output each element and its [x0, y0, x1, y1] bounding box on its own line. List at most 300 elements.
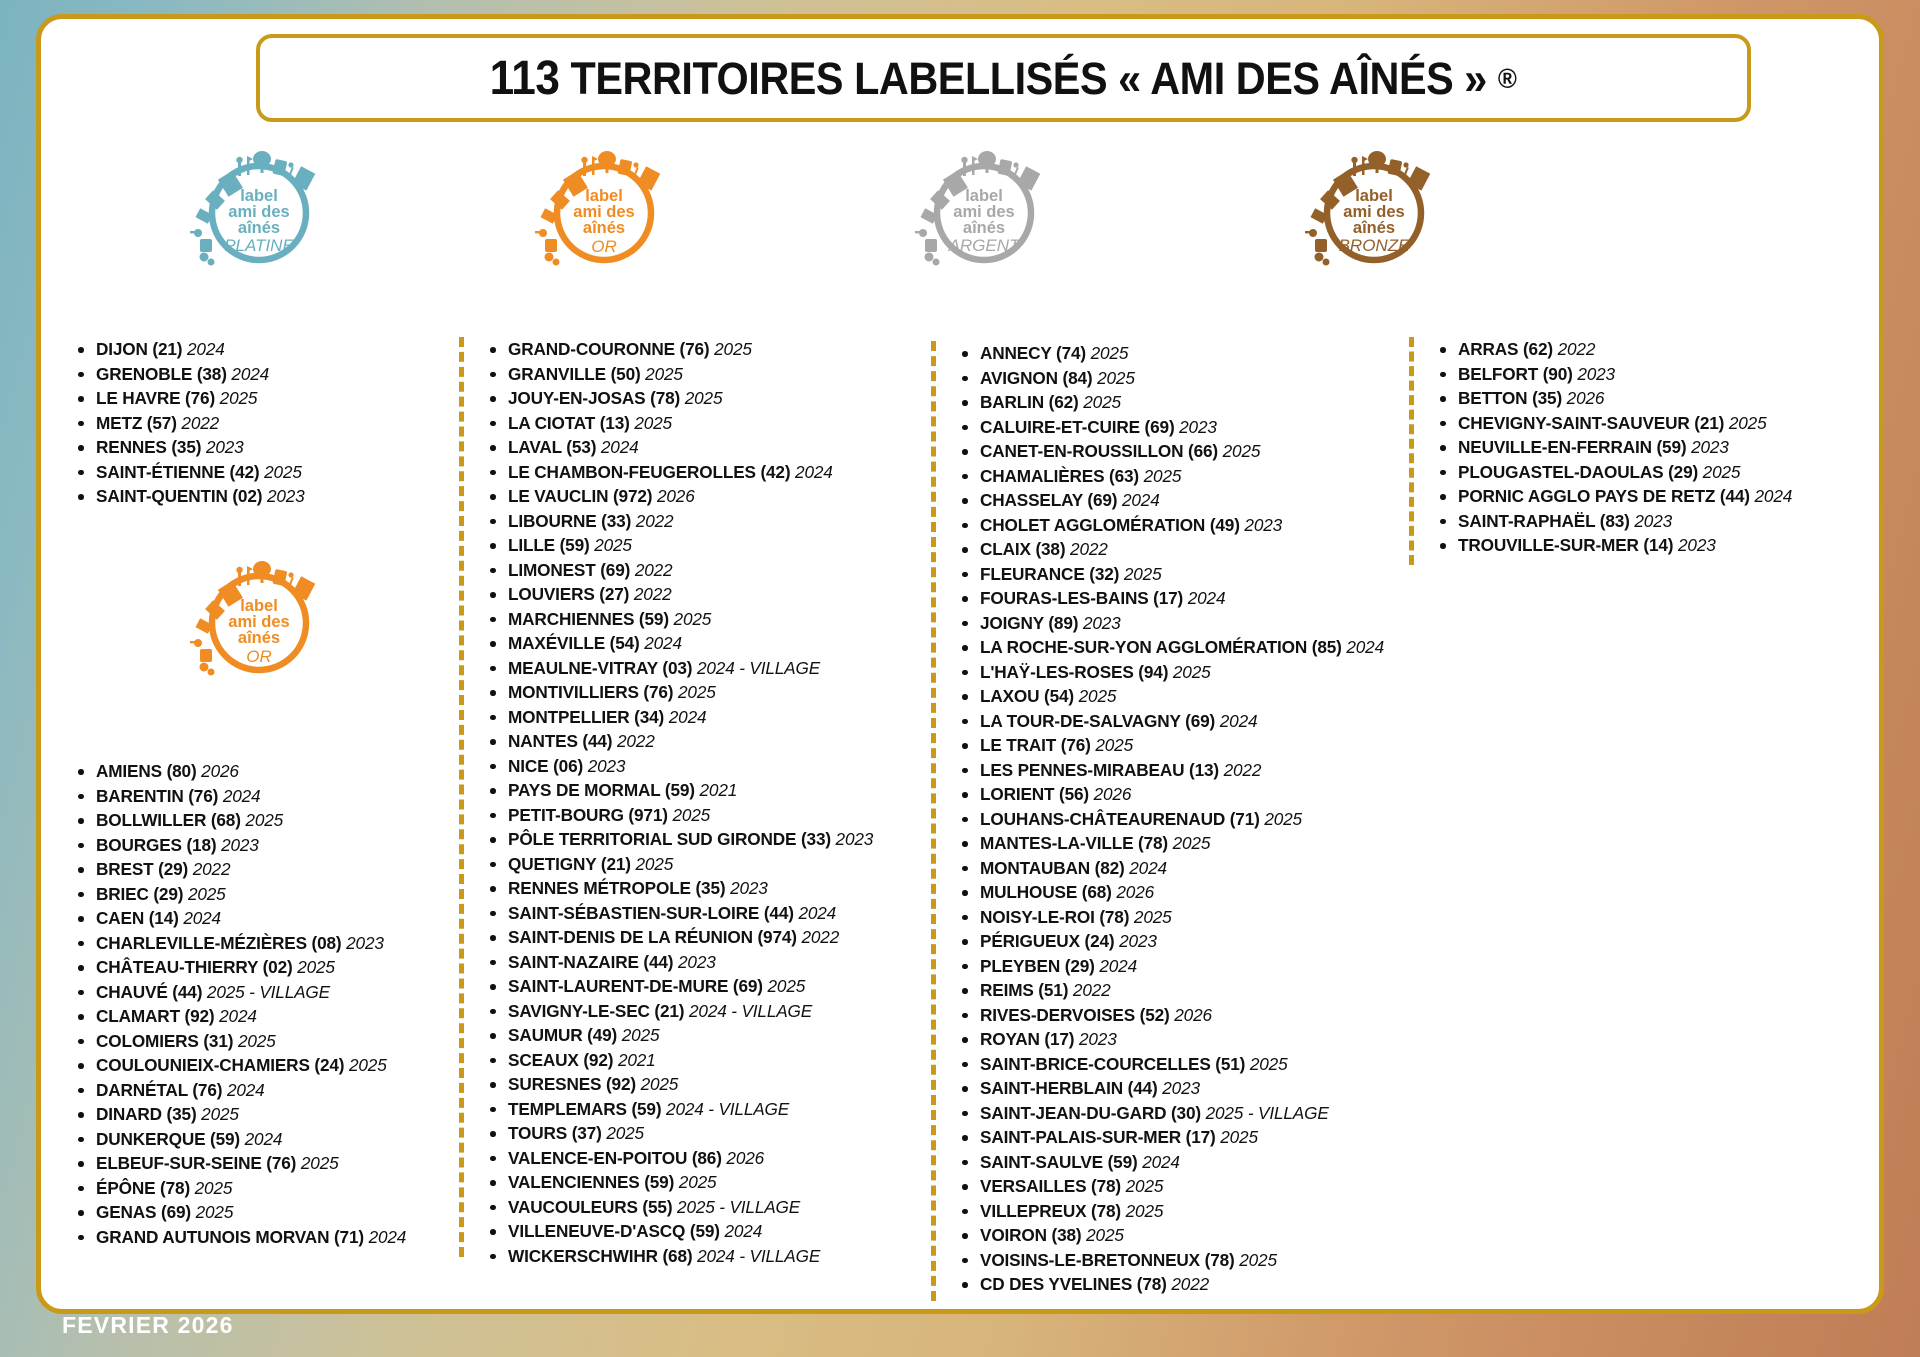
- territory-name: VILLENEUVE-D'ASCQ (59): [508, 1221, 720, 1241]
- territory-name: SAINT-JEAN-DU-GARD (30): [980, 1102, 1201, 1123]
- list-item: [481, 901, 939, 926]
- territory-name: MAXÉVILLE (54): [508, 633, 640, 653]
- territory-name: CALUIRE-ET-CUIRE (69): [980, 416, 1175, 437]
- territory-year: 2024: [596, 437, 639, 457]
- list-item: [481, 607, 939, 632]
- list-item: [953, 1076, 1421, 1101]
- list-item: [1431, 533, 1849, 558]
- territory-name: LILLE (59): [508, 535, 590, 555]
- territory-year: 2025: [635, 1074, 679, 1094]
- list-item: [481, 680, 939, 705]
- list-item: [69, 784, 414, 809]
- territory-name: BOLLWILLER (68): [96, 810, 241, 830]
- territory-year: 2025: [1215, 1127, 1258, 1147]
- list-argent: [931, 341, 1421, 1297]
- territory-name: AMIENS (80): [96, 761, 197, 781]
- territory-name: CHOLET AGGLOMÉRATION (49): [980, 514, 1240, 535]
- territory-year: 2025: [1092, 367, 1135, 388]
- svg-text:label: label: [1355, 187, 1393, 205]
- list-bronze: [1409, 337, 1849, 558]
- territory-name: SAINT-LAURENT-DE-MURE (69): [508, 976, 763, 996]
- territory-year: 2025 - VILLAGE: [672, 1196, 801, 1217]
- territory-year: 2025: [1121, 1176, 1164, 1196]
- list-item: [953, 1199, 1421, 1224]
- list-item: [69, 386, 409, 411]
- list-item: [953, 439, 1421, 464]
- territory-name: SAINT-DENIS DE LA RÉUNION (974): [508, 927, 797, 947]
- list-item: [69, 1053, 414, 1078]
- territory-name: CAEN (14): [96, 908, 179, 928]
- territory-year: 2025: [1139, 465, 1182, 486]
- territory-name: LE CHAMBON-FEUGEROLLES (42): [508, 461, 791, 482]
- territory-name: MULHOUSE (68): [980, 882, 1112, 902]
- list-item: [481, 411, 939, 436]
- territory-name: SAUMUR (49): [508, 1025, 618, 1045]
- territory-year: 2023: [673, 951, 716, 972]
- list-item: [481, 778, 939, 803]
- territory-year: 2021: [694, 780, 738, 800]
- territory-year: 2024: [363, 1226, 407, 1247]
- territory-name: L'HAŸ-LES-ROSES (94): [980, 661, 1169, 682]
- column-argent: [931, 341, 1421, 1297]
- list-item: [69, 833, 414, 858]
- list-item: [69, 931, 414, 956]
- list-item: [69, 1225, 414, 1250]
- list-item: [953, 856, 1421, 881]
- territory-name: CHAUVÉ (44): [96, 981, 203, 1002]
- territory-year: 2026: [652, 486, 695, 506]
- territory-year: 2025: [296, 1153, 339, 1173]
- title-rest: TERRITOIRES LABELLISÉS « AMI DES AÎNÉS »: [559, 52, 1488, 104]
- territory-name: NEUVILLE-EN-FERRAIN (59): [1458, 437, 1687, 457]
- territory-year: 2022: [631, 510, 674, 531]
- territory-name: QUETIGNY (21): [508, 853, 631, 874]
- badge-argent: [909, 147, 1059, 279]
- list-item: [69, 362, 409, 387]
- territory-year: 2025: [1081, 1225, 1124, 1245]
- territory-year: 2025: [709, 339, 752, 359]
- territory-name: PÔLE TERRITORIAL SUD GIRONDE (33): [508, 829, 831, 849]
- territory-name: PLOUGASTEL-DAOULAS (29): [1458, 461, 1699, 482]
- territory-name: BRIEC (29): [96, 883, 184, 904]
- list-item: [481, 386, 939, 411]
- list-item: [69, 1127, 414, 1152]
- list-item: [1431, 460, 1849, 485]
- territory-year: 2024: [1341, 637, 1384, 657]
- territory-name: CHÂTEAU-THIERRY (02): [96, 957, 293, 977]
- territory-year: 2024: [1137, 1151, 1180, 1172]
- list-item: [953, 758, 1421, 783]
- territory-name: SAINT-RAPHAËL (83): [1458, 510, 1630, 531]
- territory-year: 2025 - VILLAGE: [1200, 1102, 1329, 1123]
- svg-text:label: label: [240, 187, 278, 205]
- territory-year: 2025: [183, 883, 226, 904]
- territory-year: 2024 - VILLAGE: [684, 1000, 813, 1021]
- territory-name: CD DES YVELINES (78): [980, 1274, 1167, 1294]
- territory-year: 2025: [1078, 392, 1121, 412]
- territory-year: 2025: [1259, 808, 1302, 829]
- territory-name: LORIENT (56): [980, 784, 1089, 804]
- territory-name: LAXOU (54): [980, 686, 1074, 706]
- svg-text:aînés: aînés: [237, 629, 281, 647]
- territory-name: SURESNES (92): [508, 1074, 636, 1094]
- territory-name: GENAS (69): [96, 1202, 191, 1222]
- list-item: [953, 733, 1421, 758]
- territory-name: NOISY-LE-ROI (78): [980, 906, 1130, 927]
- svg-text:ARGENT: ARGENT: [948, 236, 1020, 255]
- column-or-main: [459, 337, 939, 1268]
- territory-year: 2025: [667, 804, 711, 825]
- territory-year: 2025: [617, 1025, 660, 1045]
- list-item: [953, 1272, 1421, 1297]
- territory-year: 2023: [201, 437, 244, 457]
- list-item: [69, 1200, 414, 1225]
- list-item: [953, 1125, 1421, 1150]
- list-item: [953, 586, 1421, 611]
- list-item: [481, 705, 939, 730]
- territory-year: 2024: [240, 1128, 283, 1149]
- svg-text:OR: OR: [246, 647, 272, 666]
- territory-name: LOUVIERS (27): [508, 584, 630, 604]
- territory-name: BARLIN (62): [980, 392, 1079, 412]
- territory-name: CHARLEVILLE-MÉZIÈRES (08): [96, 932, 342, 953]
- list-item: [1431, 386, 1849, 411]
- territory-year: 2023: [216, 834, 259, 855]
- column-platine: [69, 337, 409, 509]
- territory-year: 2025: [762, 976, 806, 996]
- territory-year: 2023: [1157, 1078, 1200, 1098]
- territory-year: 2022: [1068, 980, 1111, 1000]
- territory-name: MONTPELLIER (34): [508, 706, 665, 727]
- divider-or-main: [459, 337, 464, 1257]
- list-item: [69, 955, 414, 980]
- territory-name: BELFORT (90): [1458, 363, 1573, 384]
- list-item: [953, 1174, 1421, 1199]
- territory-name: RENNES (35): [96, 437, 202, 457]
- territory-year: 2025: [680, 388, 723, 408]
- territory-year: 2024: [793, 902, 837, 923]
- territory-name: REIMS (51): [980, 980, 1069, 1000]
- svg-text:ami des: ami des: [573, 203, 635, 221]
- svg-text:aînés: aînés: [237, 219, 281, 237]
- list-item: [69, 759, 414, 784]
- svg-text:aînés: aînés: [1352, 219, 1396, 237]
- list-item: [481, 974, 939, 999]
- divider-bronze: [1409, 337, 1414, 565]
- territory-year: 2025: [240, 810, 284, 830]
- svg-text:aînés: aînés: [582, 219, 626, 237]
- svg-text:label: label: [240, 597, 278, 615]
- territory-name: CANET-EN-ROUSSILLON (66): [980, 441, 1218, 461]
- territory-name: PÉRIGUEUX (24): [980, 931, 1115, 951]
- territory-year: 2026: [1169, 1004, 1212, 1025]
- list-item: [953, 635, 1421, 660]
- list-item: [953, 807, 1421, 832]
- list-or-main: [459, 337, 939, 1268]
- territory-name: LES PENNES-MIRABEAU (13): [980, 759, 1219, 780]
- territory-name: CHAMALIÈRES (63): [980, 465, 1139, 486]
- territory-year: 2024: [664, 706, 707, 727]
- territory-year: 2022: [796, 927, 840, 947]
- territory-name: CLAMART (92): [96, 1006, 215, 1026]
- list-item: [953, 537, 1421, 562]
- territory-year: 2025: [589, 535, 632, 555]
- territory-name: MONTAUBAN (82): [980, 857, 1125, 878]
- territory-year: 2021: [613, 1049, 656, 1070]
- territory-year: 2026: [1111, 882, 1155, 902]
- list-item: [1431, 411, 1849, 436]
- list-item: [481, 852, 939, 877]
- list-item: [1431, 362, 1849, 387]
- territory-name: CLAIX (38): [980, 539, 1066, 559]
- list-item: [953, 880, 1421, 905]
- territory-name: MARCHIENNES (59): [508, 608, 669, 629]
- list-item: [953, 1223, 1421, 1248]
- territory-name: ROYAN (17): [980, 1029, 1075, 1049]
- territory-name: LA TOUR-DE-SALVAGNY (69): [980, 710, 1216, 731]
- svg-text:BRONZE: BRONZE: [1338, 236, 1410, 255]
- territory-name: BREST (29): [96, 859, 189, 879]
- list-item: [481, 1170, 939, 1195]
- list-item: [1431, 435, 1849, 460]
- territory-year: 2025: [629, 412, 672, 433]
- territory-year: 2023: [1174, 416, 1217, 437]
- list-item: [69, 857, 414, 882]
- territory-name: MANTES-LA-VILLE (78): [980, 833, 1168, 853]
- list-item: [69, 1176, 414, 1201]
- territory-name: NANTES (44): [508, 731, 613, 751]
- svg-text:ami des: ami des: [953, 203, 1015, 221]
- territory-year: 2024: [218, 785, 261, 806]
- territory-year: 2022: [630, 559, 673, 580]
- territory-year: 2024 - VILLAGE: [692, 1245, 821, 1266]
- list-item: [953, 513, 1421, 538]
- territory-name: LIBOURNE (33): [508, 510, 632, 531]
- territory-year: 2026: [196, 761, 239, 781]
- list-item: [953, 488, 1421, 513]
- list-item: [69, 1078, 414, 1103]
- list-item: [69, 484, 409, 509]
- territory-year: 2025: [190, 1177, 233, 1198]
- territory-year: 2023: [1239, 514, 1283, 535]
- list-item: [69, 435, 409, 460]
- territory-name: CHASSELAY (69): [980, 490, 1118, 510]
- territory-name: TEMPLEMARS (59): [508, 1098, 662, 1119]
- page-title: [490, 51, 1517, 106]
- territory-name: SAINT-HERBLAIN (44): [980, 1078, 1158, 1098]
- territory-name: AVIGNON (84): [980, 367, 1093, 388]
- svg-text:aînés: aînés: [962, 219, 1006, 237]
- list-item: [953, 1150, 1421, 1175]
- territory-name: COLOMIERS (31): [96, 1030, 234, 1051]
- list-item: [1431, 484, 1849, 509]
- territory-year: 2023: [341, 932, 384, 953]
- territory-name: MONTIVILLIERS (76): [508, 682, 674, 702]
- list-item: [953, 905, 1421, 930]
- main-card: [36, 14, 1884, 1314]
- territory-year: 2024 - VILLAGE: [692, 657, 821, 678]
- territory-year: 2025: [259, 461, 302, 482]
- territory-year: 2025: [1218, 441, 1261, 461]
- list-item: [481, 999, 939, 1024]
- list-item: [953, 1101, 1421, 1126]
- territory-year: 2025: [1129, 906, 1172, 927]
- territory-name: LE HAVRE (76): [96, 388, 216, 408]
- territory-year: 2024: [1124, 857, 1167, 878]
- badge-or-left: [184, 557, 334, 689]
- territory-year: 2022: [188, 859, 231, 879]
- territory-name: COULOUNIEIX-CHAMIERS (24): [96, 1055, 345, 1075]
- list-item: [953, 1027, 1421, 1052]
- territory-name: RIVES-DERVOISES (52): [980, 1004, 1170, 1025]
- territory-name: JOUY-EN-JOSAS (78): [508, 388, 681, 408]
- list-item: [69, 460, 409, 485]
- territory-year: 2025: [630, 853, 674, 874]
- territory-name: SAVIGNY-LE-SEC (21): [508, 1000, 685, 1021]
- territory-name: PLEYBEN (29): [980, 955, 1095, 976]
- territory-name: PAYS DE MORMAL (59): [508, 780, 695, 800]
- territory-year: 2024: [639, 633, 682, 653]
- svg-text:ami des: ami des: [228, 203, 290, 221]
- territory-name: DUNKERQUE (59): [96, 1128, 241, 1149]
- territory-name: NICE (06): [508, 755, 584, 776]
- territory-year: 2025: [674, 1172, 717, 1192]
- territory-name: SAINT-SAULVE (59): [980, 1151, 1138, 1172]
- list-item: [481, 509, 939, 534]
- list-item: [953, 782, 1421, 807]
- list-item: [69, 1151, 414, 1176]
- territory-name: LE TRAIT (76): [980, 735, 1091, 755]
- territory-year: 2025: [1724, 412, 1767, 433]
- list-item: [953, 1003, 1421, 1028]
- list-item: [953, 684, 1421, 709]
- badge-argent-graphic: [909, 147, 1059, 279]
- territory-name: GRANVILLE (50): [508, 363, 641, 384]
- territory-year: 2025: [1121, 1200, 1164, 1221]
- territory-year: 2026: [1562, 388, 1605, 408]
- territory-year: 2026: [1088, 784, 1132, 804]
- territory-year: 2025: [215, 388, 258, 408]
- list-item: [953, 611, 1421, 636]
- list-item: [953, 1248, 1421, 1273]
- list-item: [481, 925, 939, 950]
- territory-year: 2022: [612, 731, 655, 751]
- territory-year: 2022: [1166, 1274, 1210, 1294]
- list-item: [481, 1097, 939, 1122]
- territory-year: 2025: [233, 1030, 276, 1051]
- list-item: [953, 415, 1421, 440]
- territory-year: 2023: [830, 829, 874, 849]
- territory-count: 113: [490, 51, 560, 105]
- territory-year: 2025: [640, 363, 683, 384]
- territory-year: 2025: [344, 1055, 387, 1075]
- territory-name: FOURAS-LES-BAINS (17): [980, 588, 1184, 608]
- territory-year: 2023: [1114, 931, 1157, 951]
- territory-name: SAINT-SÉBASTIEN-SUR-LOIRE (44): [508, 902, 794, 923]
- list-item: [481, 435, 939, 460]
- territory-year: 2025: [1698, 461, 1741, 482]
- list-item: [953, 929, 1421, 954]
- territory-name: METZ (57): [96, 412, 177, 433]
- list-item: [481, 1244, 939, 1269]
- territory-year: 2025: [1245, 1053, 1288, 1074]
- territory-name: DIJON (21): [96, 339, 183, 359]
- list-item: [481, 876, 939, 901]
- list-item: [481, 582, 939, 607]
- territory-year: 2025: [1090, 735, 1133, 755]
- footer-date: FEVRIER 2026: [62, 1312, 234, 1338]
- list-item: [481, 950, 939, 975]
- territory-year: 2022: [176, 412, 220, 433]
- badge-bronze-graphic: [1299, 147, 1449, 279]
- territory-name: VOISINS-LE-BRETONNEUX (78): [980, 1249, 1235, 1270]
- territory-name: ÉPÔNE (78): [96, 1177, 191, 1198]
- territory-year: 2024: [1215, 710, 1258, 731]
- list-item: [69, 1102, 414, 1127]
- list-item: [481, 1146, 939, 1171]
- territory-name: LE VAUCLIN (972): [508, 486, 653, 506]
- list-item: [1431, 337, 1849, 362]
- territory-year: 2022: [1218, 759, 1262, 780]
- list-item: [481, 1219, 939, 1244]
- badge-platine-graphic: [184, 147, 334, 279]
- list-item: [481, 656, 939, 681]
- territory-year: 2024: [226, 363, 270, 384]
- territory-name: SAINT-PALAIS-SUR-MER (17): [980, 1127, 1216, 1147]
- territory-year: 2024: [719, 1221, 763, 1241]
- list-item: [953, 954, 1421, 979]
- territory-name: PORNIC AGGLO PAYS DE RETZ (44): [1458, 486, 1750, 506]
- territory-year: 2025: [196, 1104, 239, 1124]
- territory-year: 2025: [1074, 686, 1117, 706]
- territory-year: 2024: [182, 339, 225, 359]
- territory-year: 2024: [1117, 490, 1160, 510]
- list-item: [953, 1052, 1421, 1077]
- territory-year: 2023: [1074, 1029, 1117, 1049]
- list-item: [481, 729, 939, 754]
- territory-name: BETTON (35): [1458, 388, 1563, 408]
- list-item: [953, 366, 1421, 391]
- list-item: [953, 390, 1421, 415]
- territory-year: 2024: [1749, 486, 1793, 506]
- svg-text:OR: OR: [591, 237, 617, 256]
- territory-year: 2022: [1065, 539, 1108, 559]
- list-item: [953, 464, 1421, 489]
- list-item: [69, 337, 409, 362]
- territory-name: LAVAL (53): [508, 437, 597, 457]
- territory-year: 2023: [1673, 535, 1716, 555]
- territory-name: JOIGNY (89): [980, 612, 1079, 633]
- territory-name: VALENCIENNES (59): [508, 1172, 675, 1192]
- territory-name: LIMONEST (69): [508, 559, 631, 580]
- territory-name: SAINT-NAZAIRE (44): [508, 951, 674, 972]
- territory-year: 2025: [673, 682, 716, 702]
- territory-name: LOUHANS-CHÂTEAURENAUD (71): [980, 808, 1260, 829]
- territory-year: 2023: [262, 486, 305, 506]
- territory-name: VALENCE-EN-POITOU (86): [508, 1147, 722, 1168]
- territory-name: TOURS (37): [508, 1123, 602, 1143]
- svg-text:PLATINE: PLATINE: [224, 236, 294, 255]
- territory-year: 2024: [790, 461, 833, 482]
- title-plaque: [256, 34, 1751, 122]
- list-item: [69, 980, 414, 1005]
- territory-year: 2025: [1119, 563, 1162, 584]
- list-item: [1431, 509, 1849, 534]
- territory-year: 2025 - VILLAGE: [202, 981, 330, 1002]
- list-item: [953, 709, 1421, 734]
- territory-name: ARRAS (62): [1458, 339, 1553, 359]
- registered-trademark-icon: ®: [1498, 62, 1517, 94]
